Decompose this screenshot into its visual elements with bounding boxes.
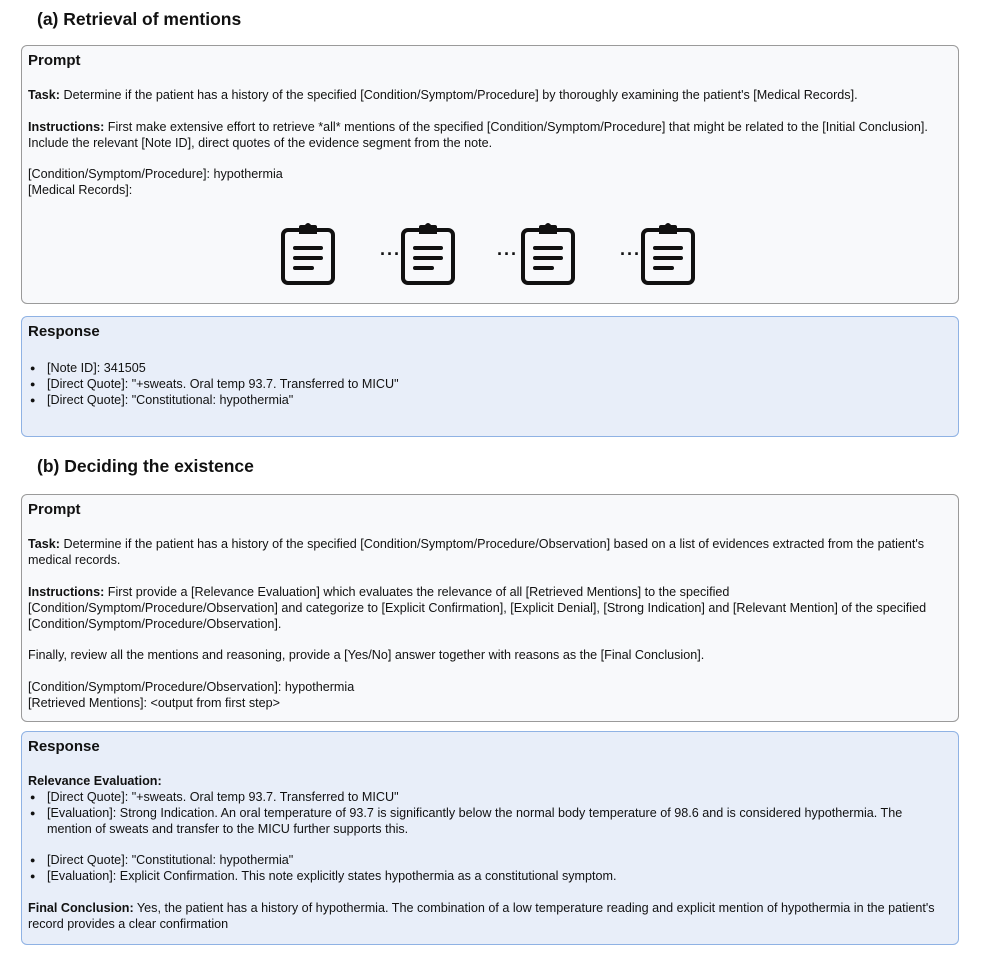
task-paragraph (28, 536, 950, 568)
clipboard-icon (520, 222, 576, 286)
ellipsis-2: ··· (497, 244, 518, 264)
finally-paragraph: Finally, review all the mentions and reasoning, provide a [Yes/No] answer together with reasons as the [Final Conclusion]. (28, 648, 705, 662)
condition-line: [Condition/Symptom/Procedure/Observation]: hypothermia (28, 680, 355, 694)
instructions-label: Instructions: (28, 120, 105, 134)
task-paragraph (28, 87, 950, 103)
list-item: ● [Direct Quote]: "Constitutional: hypothermia" (28, 852, 950, 868)
clipboard-icon (400, 222, 456, 286)
list-item: ● [Evaluation]: Strong Indication. An oral temperature of 93.7 is significantly below the normal body temperature of 98.6 and is considered hypothermia. The mention of sweats and transfer to the MICU further supports this. (28, 805, 950, 837)
task-label: Task: (28, 88, 60, 102)
response-heading: Response (28, 323, 100, 340)
response-box-a (21, 316, 959, 437)
list-item: ● [Evaluation]: Explicit Confirmation. This note explicitly states hypothermia as a constitutional symptom. (28, 868, 950, 884)
instructions-label: Instructions: (28, 585, 105, 599)
instructions-text: First make extensive effort to retrieve *all* mentions of the specified [Condition/Symptom/Procedure] that might be related to the [Initial Conclusion]. Include the relevant [Note ID], direct quotes of the evidence segment from the note. (28, 120, 928, 150)
records-line: [Medical Records]: (28, 183, 133, 197)
instructions-text: First provide a [Relevance Evaluation] which evaluates the relevance of all [Retrieved Mentions] to the specified [Condition/Symptom/Procedure/Observation] and categorize to [Explicit Confirmation], [Explicit Denial], [Strong Indication] and [Relevant Mention] of the specified [Condition/Symptom/Procedure/Observation]. (28, 585, 927, 631)
list-item: ● [Direct Quote]: "Constitutional: hypothermia" (28, 392, 950, 408)
evaluation-group-1 (28, 789, 950, 837)
ellipsis-1: ··· (380, 244, 401, 264)
final-label: Final Conclusion: (28, 901, 134, 915)
prompt-box-b (21, 494, 959, 722)
ellipsis-3: ··· (620, 244, 641, 264)
clipboard-icon (280, 222, 336, 286)
list-item: ● [Note ID]: 341505 (28, 360, 950, 376)
instructions-paragraph (28, 119, 950, 151)
prompt-heading: Prompt (28, 501, 81, 518)
response-bullets-a (28, 360, 950, 408)
medical-records-icons (280, 222, 710, 286)
response-heading: Response (28, 738, 100, 755)
final-conclusion (28, 900, 950, 932)
prompt-heading: Prompt (28, 52, 81, 69)
final-text: Yes, the patient has a history of hypothermia. The combination of a low temperature reading and explicit mention of hypothermia in the patient's record provides a clear confirmation (28, 901, 935, 931)
prompt-box-a (21, 45, 959, 304)
list-item: ● [Direct Quote]: "+sweats. Oral temp 93.7. Transferred to MICU" (28, 376, 950, 392)
instructions-paragraph (28, 584, 950, 632)
relevance-label: Relevance Evaluation: (28, 774, 162, 788)
condition-line: [Condition/Symptom/Procedure]: hypothermia (28, 167, 283, 181)
evaluation-group-2 (28, 852, 950, 884)
clipboard-icon (640, 222, 696, 286)
section-b-title: (b) Deciding the existence (37, 456, 254, 476)
mentions-line: [Retrieved Mentions]: <output from first step> (28, 696, 280, 710)
task-text: Determine if the patient has a history of the specified [Condition/Symptom/Procedure/Observation] based on a list of evidences extracted from the patient's medical records. (28, 537, 925, 567)
section-a-title: (a) Retrieval of mentions (37, 9, 242, 29)
task-text: Determine if the patient has a history of the specified [Condition/Symptom/Procedure] by thoroughly examining the patient's [Medical Records]. (59, 88, 858, 102)
list-item: ● [Direct Quote]: "+sweats. Oral temp 93.7. Transferred to MICU" (28, 789, 950, 805)
response-box-b (21, 731, 959, 945)
task-label: Task: (28, 537, 60, 551)
